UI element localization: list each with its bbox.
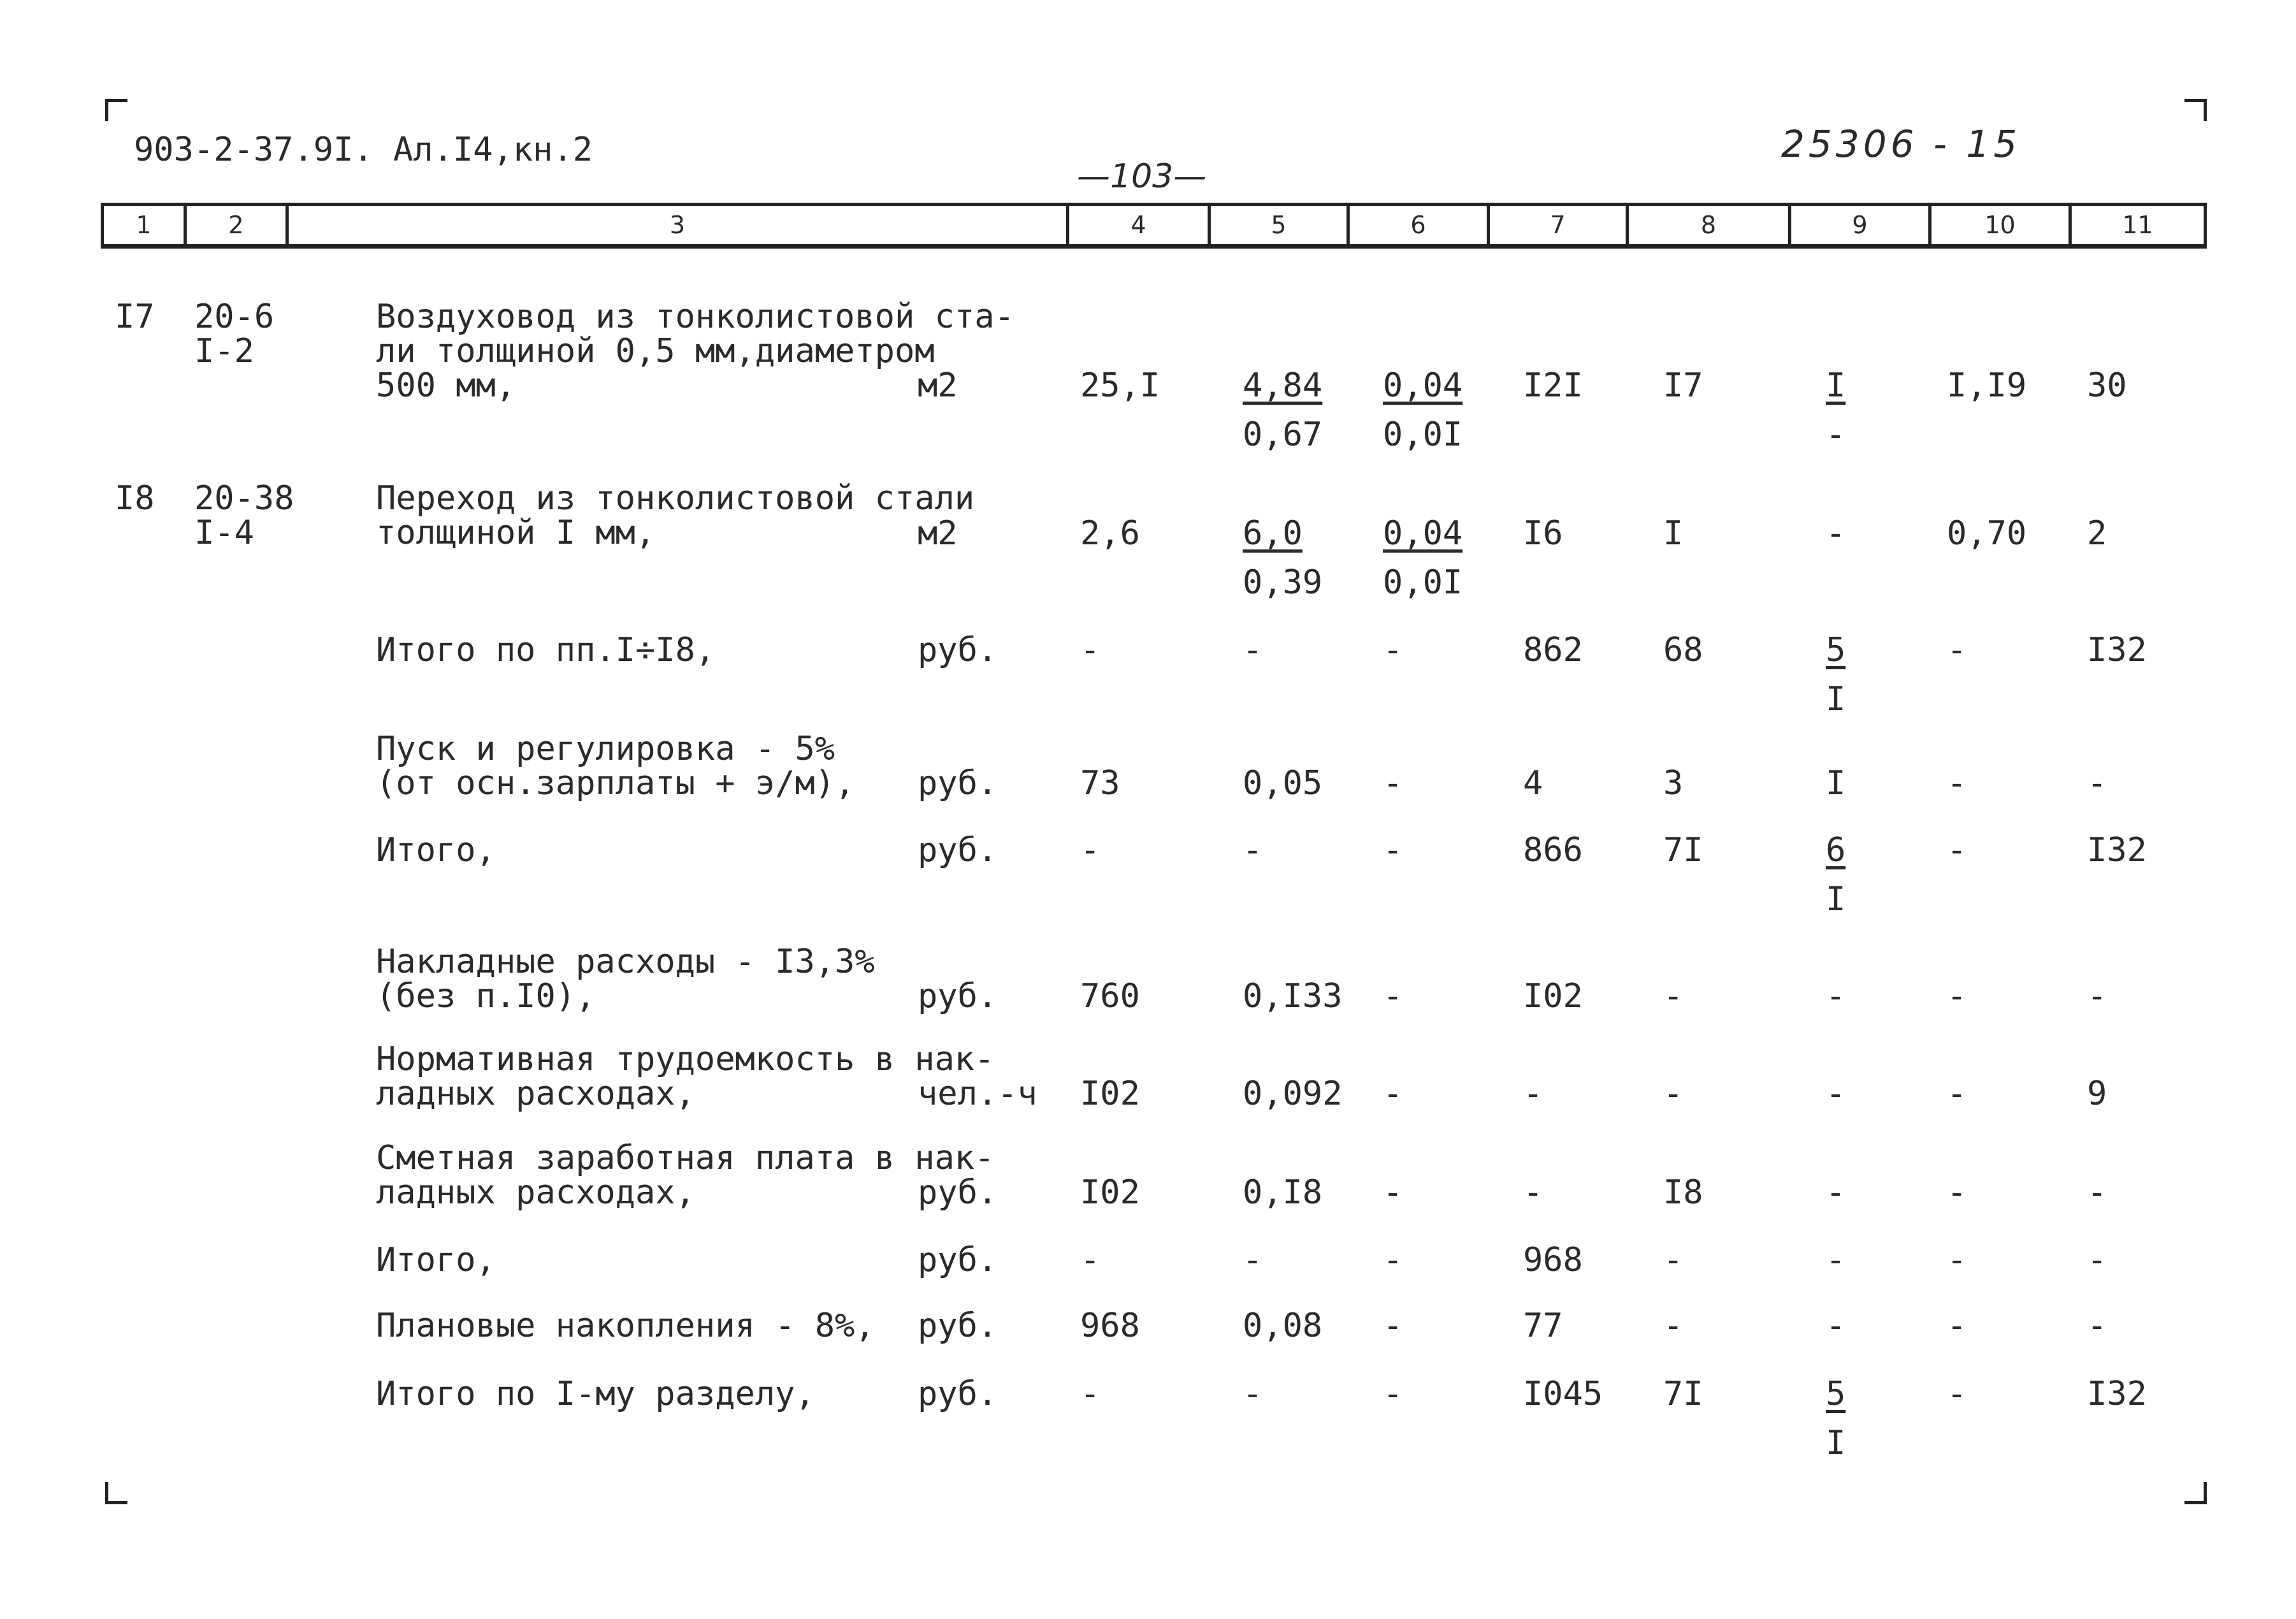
row-col4: I02 [1080, 1173, 1140, 1212]
row-col6: - [1383, 631, 1403, 669]
row-col9: - [1826, 1173, 1846, 1212]
row-col6: - [1383, 1075, 1403, 1113]
row-description: Воздуховод из тонколистовой ста- ли толщиной 0,5 мм,диаметром 500 мм, [376, 298, 1014, 405]
row-col9-bottom: - [1826, 416, 1846, 454]
row-col8: 68 [1663, 631, 1703, 669]
row-col10: - [1947, 764, 1967, 802]
row-col9-top: 6 [1826, 831, 1846, 869]
row-unit: руб. [918, 764, 998, 802]
row-col8: 7I [1663, 1375, 1703, 1413]
corner-mark-bottom-right [2184, 1482, 2207, 1504]
row-col4: 968 [1080, 1307, 1140, 1345]
row-col6: - [1383, 764, 1403, 802]
row-col4: - [1080, 631, 1101, 669]
row-col5-top: 6,0 [1243, 514, 1303, 553]
row-col4: 2,6 [1080, 514, 1140, 553]
row-col4: I02 [1080, 1075, 1140, 1113]
row-col5-bottom: 0,67 [1243, 416, 1323, 454]
row-col6: - [1383, 977, 1403, 1015]
row-col10: 0,70 [1947, 514, 2027, 553]
row-col10: - [1947, 831, 1967, 869]
column-header-11: 11 [2069, 206, 2207, 244]
corner-mark-top-right [2184, 99, 2207, 121]
row-col10: - [1947, 631, 1967, 669]
row-col7: - [1523, 1173, 1543, 1212]
row-col7: I6 [1523, 514, 1563, 553]
row-col9: - [1826, 977, 1846, 1015]
row-col11: - [2087, 764, 2107, 802]
row-description: Переход из тонколистовой стали толщиной I мм, [376, 479, 975, 552]
row-col9-top: 5 [1826, 631, 1846, 669]
row-col6: - [1383, 831, 1403, 869]
row-col11: I32 [2087, 831, 2147, 869]
row-col5: 0,05 [1243, 764, 1323, 802]
row-col5-bottom: 0,39 [1243, 563, 1323, 602]
row-col8: - [1663, 1241, 1684, 1279]
row-col8: - [1663, 977, 1684, 1015]
row-col11: - [2087, 1241, 2107, 1279]
row-col6-bottom: 0,0I [1383, 416, 1463, 454]
row-unit: чел.-ч [918, 1075, 1037, 1113]
row-col9-bottom: I [1826, 880, 1846, 918]
row-col5: 0,I8 [1243, 1173, 1323, 1212]
column-header-2: 2 [184, 206, 285, 244]
row-col11: 30 [2087, 367, 2127, 405]
row-unit: руб. [918, 1307, 998, 1345]
column-header-7: 7 [1487, 206, 1626, 244]
row-col6: - [1383, 1307, 1403, 1345]
column-header-4: 4 [1066, 206, 1208, 244]
column-header-row [101, 203, 2207, 249]
row-unit: м2 [918, 367, 958, 405]
column-header-6: 6 [1347, 206, 1487, 244]
corner-mark-bottom-left [105, 1482, 127, 1504]
row-description: Итого, [376, 1241, 496, 1279]
row-col7: 866 [1523, 831, 1583, 869]
page-number: —103— [1077, 157, 1207, 196]
corner-mark-top-left [105, 99, 127, 121]
row-number: I8 [115, 479, 155, 518]
row-col11: - [2087, 1173, 2107, 1212]
row-col8: I7 [1663, 367, 1703, 405]
row-col5-top: 4,84 [1243, 367, 1323, 405]
row-col7: - [1523, 1075, 1543, 1113]
row-col5: - [1243, 1375, 1263, 1413]
row-description: Итого по пп.I÷I8, [376, 631, 716, 669]
row-description: Сметная заработная плата в нак- ладных расходах, [376, 1139, 995, 1212]
row-col10: - [1947, 1241, 1967, 1279]
row-col10: - [1947, 1173, 1967, 1212]
row-col4: - [1080, 831, 1101, 869]
row-unit: руб. [918, 831, 998, 869]
row-col9-top: I [1826, 367, 1846, 405]
row-code: 20-38 I-4 [194, 479, 294, 552]
row-col6: - [1383, 1173, 1403, 1212]
row-unit: м2 [918, 514, 958, 553]
row-col10: - [1947, 1075, 1967, 1113]
row-col4: 25,I [1080, 367, 1160, 405]
row-col6-bottom: 0,0I [1383, 563, 1463, 602]
row-description: Плановые накопления - 8%, [376, 1307, 875, 1345]
row-col11: I32 [2087, 1375, 2147, 1413]
row-col11: 9 [2087, 1075, 2107, 1113]
column-header-1: 1 [101, 206, 184, 244]
row-col6-top: 0,04 [1383, 514, 1463, 553]
column-header-10: 10 [1928, 206, 2069, 244]
row-unit: руб. [918, 977, 998, 1015]
row-description: Итого, [376, 831, 496, 869]
row-col5: 0,I33 [1243, 977, 1343, 1015]
row-col10: - [1947, 1375, 1967, 1413]
row-col10: - [1947, 1307, 1967, 1345]
row-col7: 968 [1523, 1241, 1583, 1279]
column-header-8: 8 [1626, 206, 1788, 244]
row-col9-bottom: I [1826, 680, 1846, 718]
row-col4: - [1080, 1241, 1101, 1279]
column-header-3: 3 [285, 206, 1066, 244]
row-col11: - [2087, 1307, 2107, 1345]
row-col9: I [1826, 764, 1846, 802]
row-col9-bottom: I [1826, 1424, 1846, 1462]
row-col5: 0,08 [1243, 1307, 1323, 1345]
row-code: 20-6 I-2 [194, 298, 275, 370]
row-description: Итого по I-му разделу, [376, 1375, 815, 1413]
row-col9-top: 5 [1826, 1375, 1846, 1413]
row-col8: - [1663, 1075, 1684, 1113]
row-unit: руб. [918, 1173, 998, 1212]
row-col8: 3 [1663, 764, 1684, 802]
row-description: Пуск и регулировка - 5% (от осн.зарплаты + э/м), [376, 730, 855, 802]
row-col8: I [1663, 514, 1684, 553]
row-col5: - [1243, 631, 1263, 669]
row-col4: 760 [1080, 977, 1140, 1015]
row-col11: I32 [2087, 631, 2147, 669]
row-unit: руб. [918, 1241, 998, 1279]
row-col6: - [1383, 1375, 1403, 1413]
row-description: Нормативная трудоемкость в нак- ладных расходах, [376, 1040, 995, 1113]
row-col6-top: 0,04 [1383, 367, 1463, 405]
row-unit: руб. [918, 1375, 998, 1413]
row-col7: 77 [1523, 1307, 1563, 1345]
row-col4: - [1080, 1375, 1101, 1413]
row-col10: I,I9 [1947, 367, 2027, 405]
row-col5: - [1243, 831, 1263, 869]
column-header-5: 5 [1208, 206, 1347, 244]
column-header-9: 9 [1788, 206, 1928, 244]
row-col11: - [2087, 977, 2107, 1015]
row-col9: - [1826, 1307, 1846, 1345]
row-col7: 862 [1523, 631, 1583, 669]
row-col7: I02 [1523, 977, 1583, 1015]
row-col6: - [1383, 1241, 1403, 1279]
reference-number: 25306 - 15 [1781, 122, 2021, 166]
row-col7: I045 [1523, 1375, 1603, 1413]
document-code: 903-2-37.9I. Ал.I4,кн.2 [134, 131, 593, 169]
row-number: I7 [115, 298, 155, 336]
row-col8: 7I [1663, 831, 1703, 869]
row-unit: руб. [918, 631, 998, 669]
row-col9: - [1826, 1241, 1846, 1279]
row-col5: 0,092 [1243, 1075, 1343, 1113]
row-col7: I2I [1523, 367, 1583, 405]
row-col5: - [1243, 1241, 1263, 1279]
row-col4: 73 [1080, 764, 1120, 802]
row-col9: - [1826, 1075, 1846, 1113]
row-col11: 2 [2087, 514, 2107, 553]
row-col7: 4 [1523, 764, 1543, 802]
row-col8: I8 [1663, 1173, 1703, 1212]
row-col8: - [1663, 1307, 1684, 1345]
row-col9: - [1826, 514, 1846, 553]
row-description: Накладные расходы - I3,3% (без п.I0), [376, 943, 875, 1015]
row-col10: - [1947, 977, 1967, 1015]
